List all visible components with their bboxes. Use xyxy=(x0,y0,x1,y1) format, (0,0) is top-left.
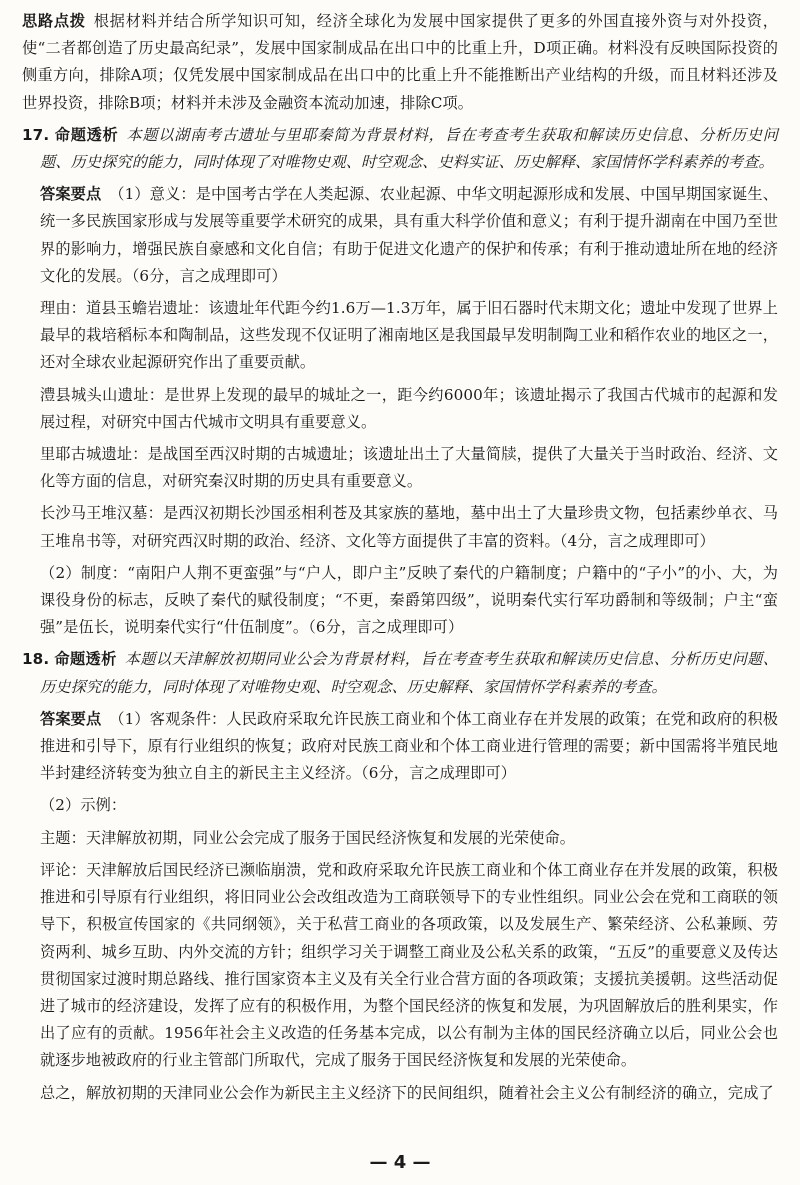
q17-analysis xyxy=(22,122,779,176)
sec1-text: 根据材料并结合所学知识可知，经济全球化为发展中国家提供了更多的外国直接外资与对外投资，使“二者都创造了历史最高纪录”，发展中国家制成品在出口中的比重上升，D项正确。材料没有反映国际投资的侧重方向，排除A项；仅凭发展中国家制成品在出口中的比重上升不能推断出产业结构的升级，而且材料还涉及世界投资，排除B项；材料并未涉及金融资本流动加速，排除C项。 xyxy=(22,12,778,112)
q18-number: 18. xyxy=(22,650,50,669)
q18-answer-p1 xyxy=(40,706,778,788)
q18-analysis-text: 本题以天津解放初期同业公会为背景材料，旨在考查考生获取和解读历史信息、分析历史问题、历史探究的能力，同时体现了对唯物史观、时空观念、历史解释、家国情怀学科素养的考查。 xyxy=(40,650,778,696)
q17-answer-p1 xyxy=(40,181,778,290)
q18-analysis-label: 命题透析 xyxy=(54,650,117,669)
sec1-paragraph xyxy=(22,8,778,117)
sec1-label: 思路点拨 xyxy=(22,12,86,30)
q18-answer-p5: 总之，解放初期的天津同业公会作为新民主主义经济下的民间组织，随着社会主义公有制经济的确立，完成了 xyxy=(40,1083,774,1102)
q18-answer-p4: 评论：天津解放后国民经济已濒临崩溃，党和政府采取允许民族工商业和个体工商业存在并发展的政策，积极推进和引导原有行业组织，将旧同业公会改组改造为工商联领导下的专业性组织。同业公会在党和工商联的领导下，积极宣传国家的《共同纲领》，关于私营工商业的各项政策，以及发展生产、繁荣经济、公私兼顾、劳资两利、城乡互助、内外交流的方针；组织学习关于调整工商业及公私关系的政策，“五反”的重要意义及传达贯彻国家过渡时期总路线、推行国家资本主义及有关全行业合营方面的各项政策；支援抗美援朝。这些活动促进了城市的经济建设，发挥了应有的积极作用，为整个国民经济的恢复和发展，为巩固解放后的胜利果实，作出了应有的贡献。1956年社会主义改造的任务基本完成，以公有制为主体的国民经济确立以后，同业公会也就逐步地被政府的行业主管部门所取代，完成了服务于国民经济恢复和发展的光荣使命。 xyxy=(40,860,778,1070)
q17-answer-p3: 澧县城头山遗址：是世界上发现的最早的城址之一，距今约6000年；该遗址揭示了我国古代城市的起源和发展过程，对研究中国古代城市文明具有重要意义。 xyxy=(40,385,778,431)
q17-number: 17. xyxy=(22,125,50,144)
q17-answer-p1-text: （1）意义：是中国考古学在人类起源、农业起源、中华文明起源形成和发展、中国早期国家诞生、统一多民族国家形成与发展等重要学术研究的成果，具有重大科学价值和意义；有利于提升湖南在中国乃至世界的影响力，增强民族自豪感和文化自信；有助于促进文化遗产的保护和传承；有利于推动遗址所在地的经济文化的发展。（6分，言之成理即可） xyxy=(40,185,778,285)
q17-answer-p6: （2）制度：“南阳户人荆不更蛮强”与“户人，即户主”反映了秦代的户籍制度；户籍中的“子小”的小、大，为课役身份的标志，反映了秦代的赋役制度；“不更，秦爵第四级”，说明秦代实行军功爵制和等级制；户主“蛮强”是伍长，说明秦代实行“什伍制度”。（6分，言之成理即可） xyxy=(40,563,778,637)
q17-analysis-label: 命题透析 xyxy=(54,125,119,144)
q18-answer-block xyxy=(22,706,778,1107)
q18-analysis xyxy=(22,646,778,700)
page-number: — 4 — xyxy=(369,1152,431,1173)
q18-answer-p2: （2）示例： xyxy=(40,796,127,815)
q17-answer-block xyxy=(22,181,778,641)
q17-answer-p5: 长沙马王堆汉墓：是西汉初期长沙国丞相利苍及其家族的墓地，墓中出土了大量珍贵文物，包括素纱单衣、马王堆帛书等，对研究西汉时期的政治、经济、文化等方面提供了丰富的资料。（4分，言之成理即可） xyxy=(40,504,778,550)
q18-answer-p3: 主题：天津解放初期，同业公会完成了服务于国民经济恢复和发展的光荣使命。 xyxy=(40,828,576,847)
q17-answer-label: 答案要点 xyxy=(40,185,102,204)
q17-analysis-text: 本题以湖南考古遗址与里耶秦简为背景材料，旨在考查考生获取和解读历史信息、分析历史问题、历史探究的能力，同时体现了对唯物史观、时空观念、史料实证、历史解释、家国情怀学科素养的考查。 xyxy=(40,125,779,172)
q17-answer-p4: 里耶古城遗址：是战国至西汉时期的古城遗址；该遗址出土了大量简牍，提供了大量关于当时政治、经济、文化等方面的信息，对研究秦汉时期的历史具有重要意义。 xyxy=(40,445,778,491)
q17-answer-p2: 理由：道县玉蟾岩遗址：该遗址年代距今约1.6万—1.3万年，属于旧石器时代末期文化；遗址中发现了世界上最早的栽培稻标本和陶制品，这些发现不仅证明了湘南地区是我国最早发明制陶工业和稻作农业的地区之一，还对全球农业起源研究作出了重要贡献。 xyxy=(40,299,778,372)
q18-answer-label: 答案要点 xyxy=(40,709,102,728)
q18-answer-p1-text: （1）客观条件：人民政府采取允许民族工商业和个体工商业存在并发展的政策；在党和政府的积极推进和引导下，原有行业组织的恢复；政府对民族工商业和个体工商业进行管理的需要；新中国需将半殖民地半封建经济转变为独立自主的新民主主义经济。（6分，言之成理即可） xyxy=(40,709,778,783)
